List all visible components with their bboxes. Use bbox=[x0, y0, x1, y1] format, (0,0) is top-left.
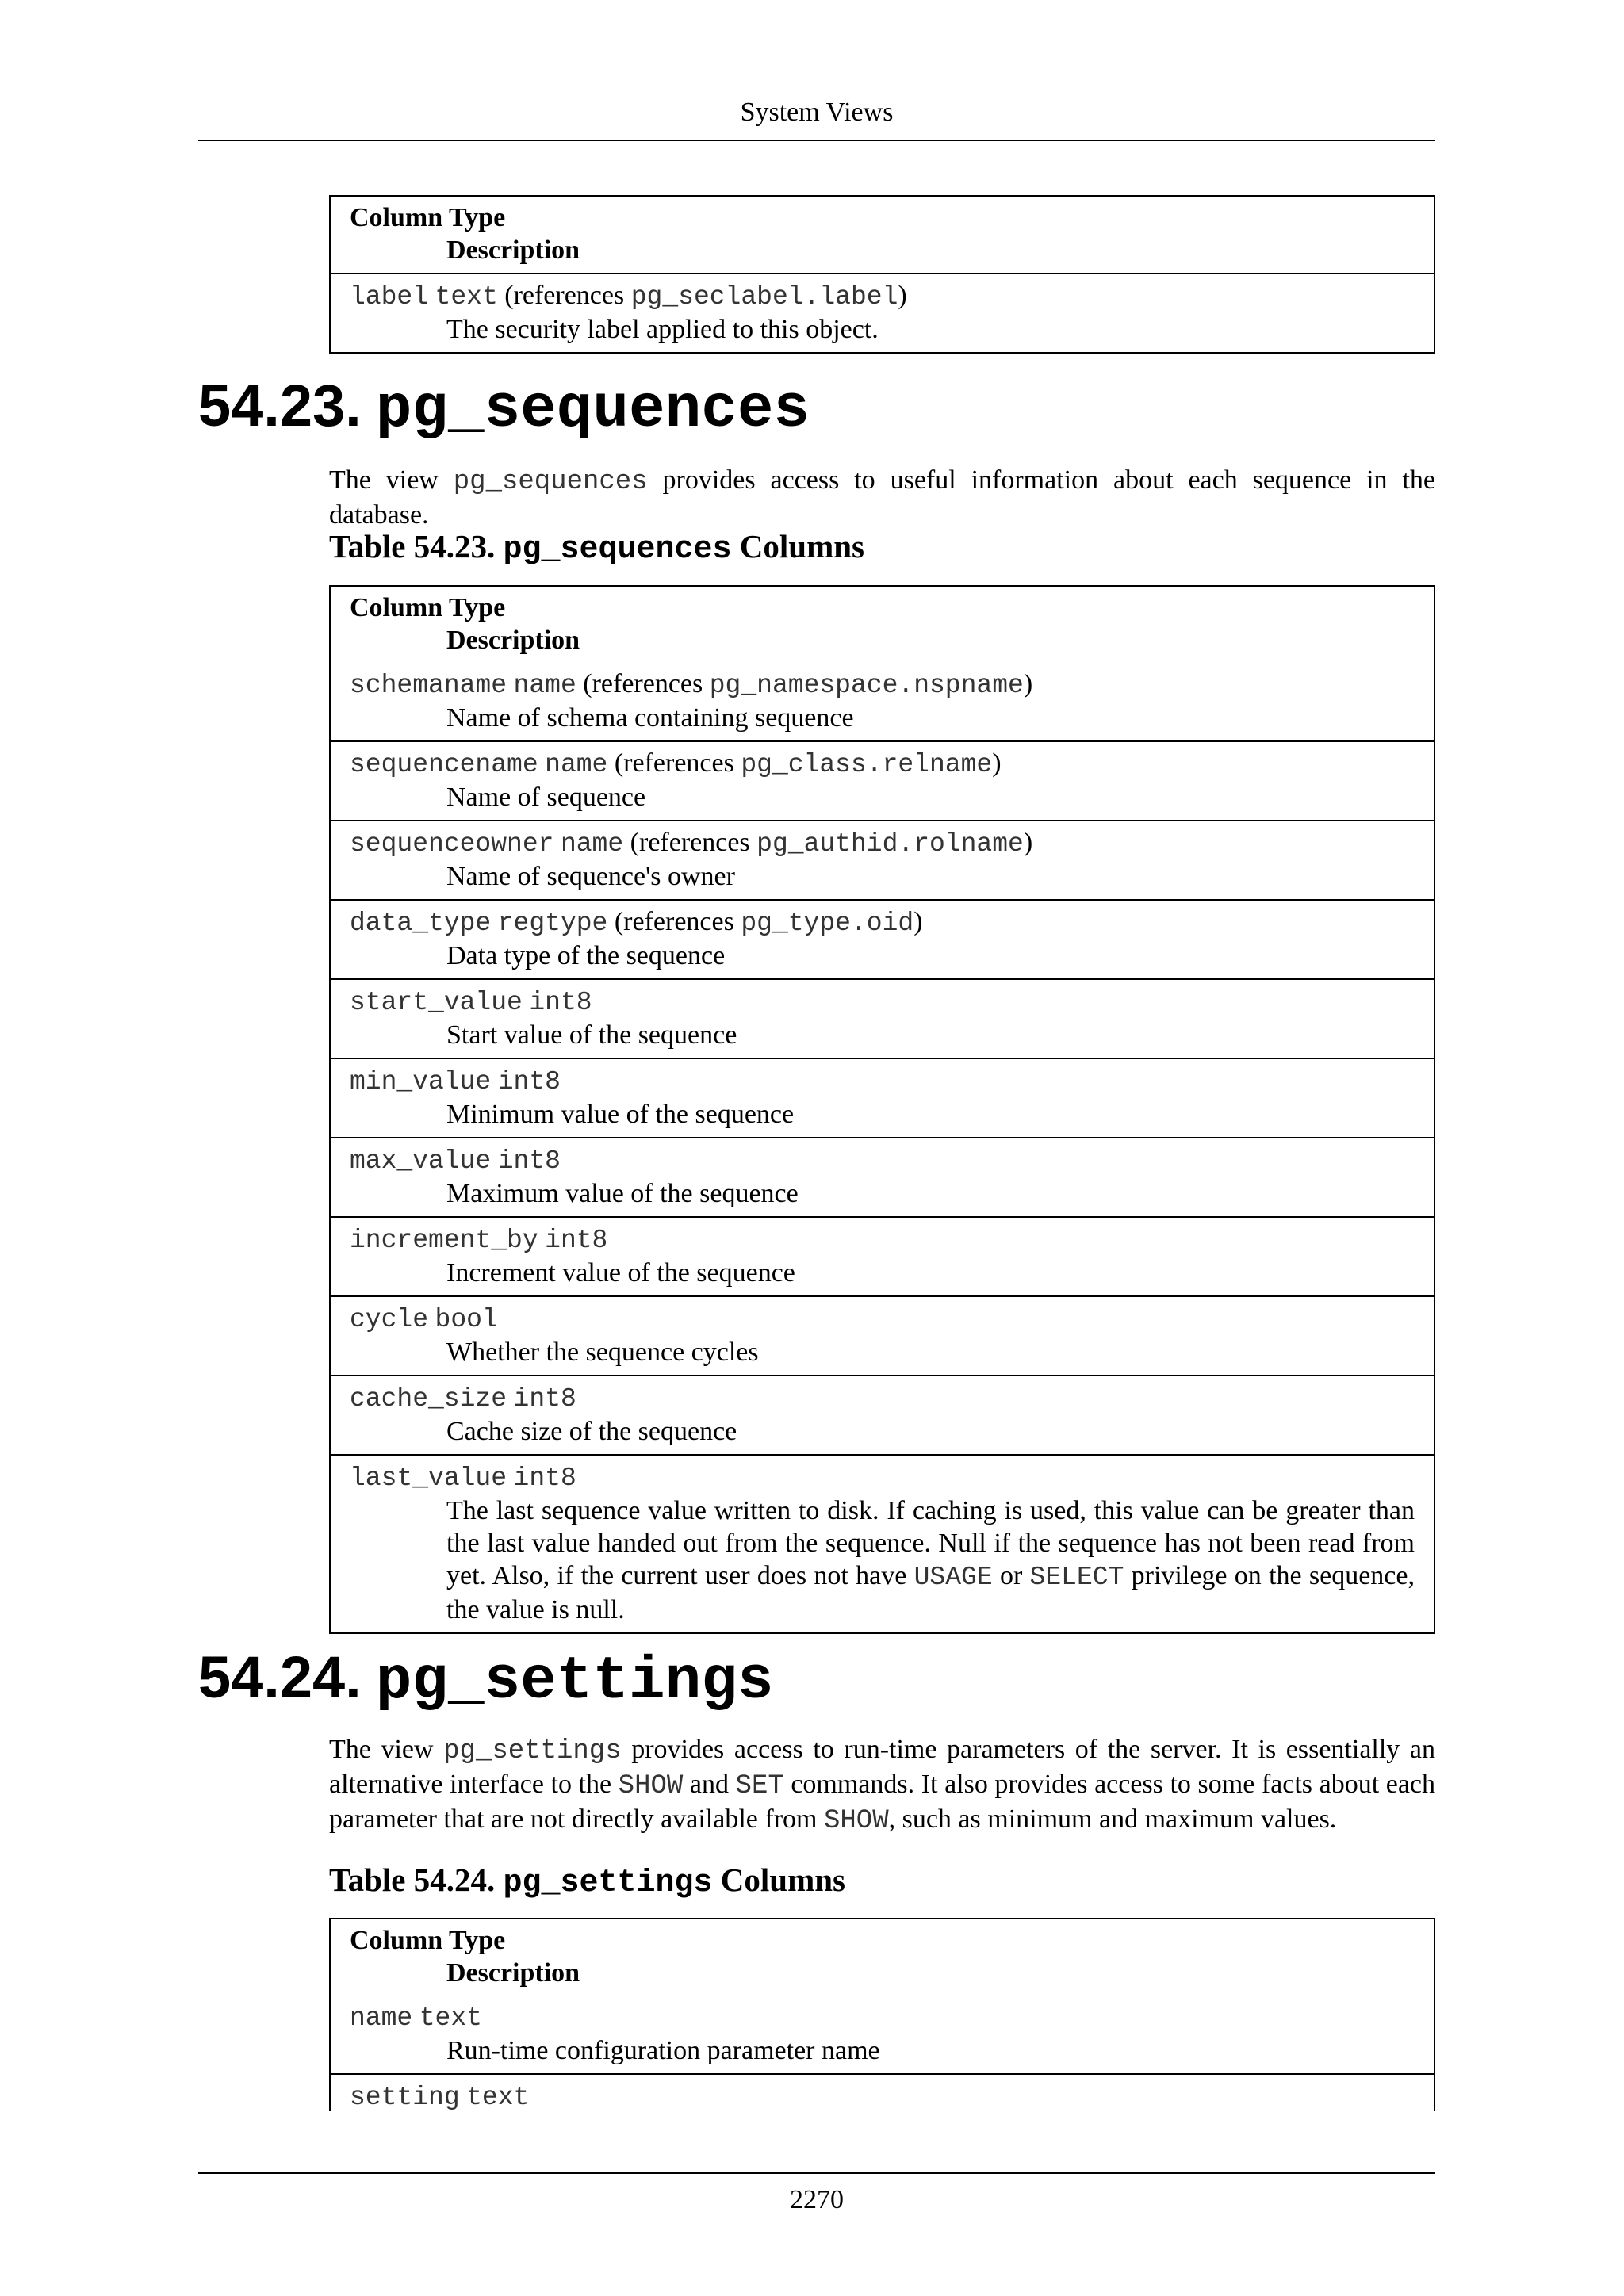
column-name: cycle bbox=[350, 1305, 429, 1334]
pg-settings-columns-table bbox=[329, 1918, 1435, 2111]
pg-sequences-intro: The view pg_sequences provides access to useful information about each sequence in the database. bbox=[329, 465, 1435, 530]
description-heading: Description bbox=[446, 1958, 580, 1988]
column-description: Minimum value of the sequence bbox=[446, 1100, 795, 1129]
reference: pg_namespace.nspname bbox=[709, 671, 1024, 700]
column-name: schemaname bbox=[350, 671, 508, 700]
table-caption-pg-settings: Table 54.24. pg_settings Columns bbox=[329, 1862, 845, 1901]
reference: pg_authid.rolname bbox=[756, 829, 1024, 859]
column-description: Maximum value of the sequence bbox=[446, 1179, 799, 1208]
table-row: label text (references pg_seclabel.label) The security label applied to this object. bbox=[331, 273, 1434, 352]
table-row: schemaname name (references pg_namespace.nspname) Name of schema containing sequence bbox=[331, 663, 1434, 740]
page-number: 2270 bbox=[790, 2185, 844, 2214]
table-row bbox=[331, 1058, 1434, 1137]
table-row bbox=[331, 1216, 1434, 1295]
column-type: int8 bbox=[545, 1226, 608, 1255]
table-row bbox=[331, 978, 1434, 1058]
column-name: increment_by bbox=[350, 1226, 538, 1255]
table-caption-pg-sequences: Table 54.23. pg_sequences Columns bbox=[329, 528, 864, 568]
running-footer bbox=[198, 2172, 1435, 2215]
column-description: Whether the sequence cycles bbox=[446, 1337, 759, 1367]
reference: pg_seclabel.label bbox=[630, 282, 898, 312]
column-name: cache_size bbox=[350, 1384, 508, 1414]
column-description: The security label applied to this object. bbox=[446, 315, 879, 344]
table-row bbox=[331, 1375, 1434, 1454]
column-description: Name of sequence's owner bbox=[446, 862, 735, 891]
table-row: data_type regtype (references pg_type.oid) Data type of the sequence bbox=[331, 899, 1434, 978]
table-row: sequencename name (references pg_class.relname) Name of sequence bbox=[331, 740, 1434, 820]
description-heading: Description bbox=[446, 235, 580, 265]
column-description: Data type of the sequence bbox=[446, 941, 726, 970]
column-name: last_value bbox=[350, 1464, 508, 1493]
column-description: Start value of the sequence bbox=[446, 1020, 737, 1050]
column-type: int8 bbox=[497, 1067, 561, 1096]
header-title: System Views bbox=[740, 98, 894, 127]
seclabels-table-continued bbox=[329, 195, 1435, 354]
table-header-row bbox=[331, 587, 1434, 663]
pg-settings-intro: The view pg_settings provides access to run-time parameters of the server. It is essentially an alternative interface to the SHOW and SET commands. It also provides access to some facts about each parameter that are not directly available from SHOW, such as minimum and maximum values. bbox=[329, 1735, 1436, 1836]
column-description: Run-time configuration parameter name bbox=[446, 2036, 880, 2065]
column-description: Name of schema containing sequence bbox=[446, 703, 854, 733]
table-header-row bbox=[331, 1919, 1434, 1996]
column-type: name bbox=[560, 829, 624, 859]
section-heading-pg-sequences: 54.23. pg_sequences bbox=[198, 373, 810, 444]
col-type-heading: Column Type bbox=[350, 203, 506, 232]
column-description: The last sequence value written to disk. If caching is used, this value can be greater than the last value handed out from the sequence. Null if the sequence has not been read from yet. Also, if the current user does not have USAGE or SELECT privilege on the sequence, the value is null. bbox=[446, 1496, 1415, 1624]
table-row: sequenceowner name (references pg_authid.rolname) Name of sequence's owner bbox=[331, 820, 1434, 899]
column-name: setting bbox=[350, 2083, 460, 2111]
column-type: int8 bbox=[529, 988, 592, 1017]
col-type-heading: Column Type bbox=[350, 593, 506, 622]
column-type: text bbox=[419, 2003, 482, 2033]
col-type-heading: Column Type bbox=[350, 1926, 506, 1955]
table-row bbox=[331, 1996, 1434, 2073]
column-description: Name of sequence bbox=[446, 783, 646, 812]
column-type: regtype bbox=[497, 909, 608, 938]
running-header bbox=[198, 92, 1435, 141]
column-name: data_type bbox=[350, 909, 492, 938]
column-name: sequenceowner bbox=[350, 829, 554, 859]
column-type: int8 bbox=[513, 1384, 576, 1414]
column-type: text bbox=[466, 2083, 530, 2111]
column-name: start_value bbox=[350, 988, 523, 1017]
column-name: sequencename bbox=[350, 750, 538, 779]
reference: pg_class.relname bbox=[741, 750, 993, 779]
column-name: name bbox=[350, 2003, 413, 2033]
column-name: label bbox=[350, 282, 429, 312]
column-type: name bbox=[513, 671, 576, 700]
table-row bbox=[331, 1137, 1434, 1216]
column-type: int8 bbox=[513, 1464, 576, 1493]
column-type: text bbox=[435, 282, 498, 312]
column-name: max_value bbox=[350, 1146, 492, 1176]
table-header-row bbox=[331, 197, 1434, 273]
reference: pg_type.oid bbox=[741, 909, 914, 938]
description-heading: Description bbox=[446, 626, 580, 655]
column-description: Cache size of the sequence bbox=[446, 1417, 737, 1446]
table-row bbox=[331, 1295, 1434, 1375]
column-type: name bbox=[545, 750, 608, 779]
section-heading-pg-settings: 54.24. pg_settings bbox=[198, 1644, 774, 1716]
table-row bbox=[331, 1454, 1434, 1632]
column-name: min_value bbox=[350, 1067, 492, 1096]
column-type: bool bbox=[435, 1305, 498, 1334]
column-type: int8 bbox=[497, 1146, 561, 1176]
pg-sequences-columns-table bbox=[329, 585, 1435, 1634]
column-description: Increment value of the sequence bbox=[446, 1258, 795, 1288]
table-row bbox=[331, 2073, 1434, 2111]
